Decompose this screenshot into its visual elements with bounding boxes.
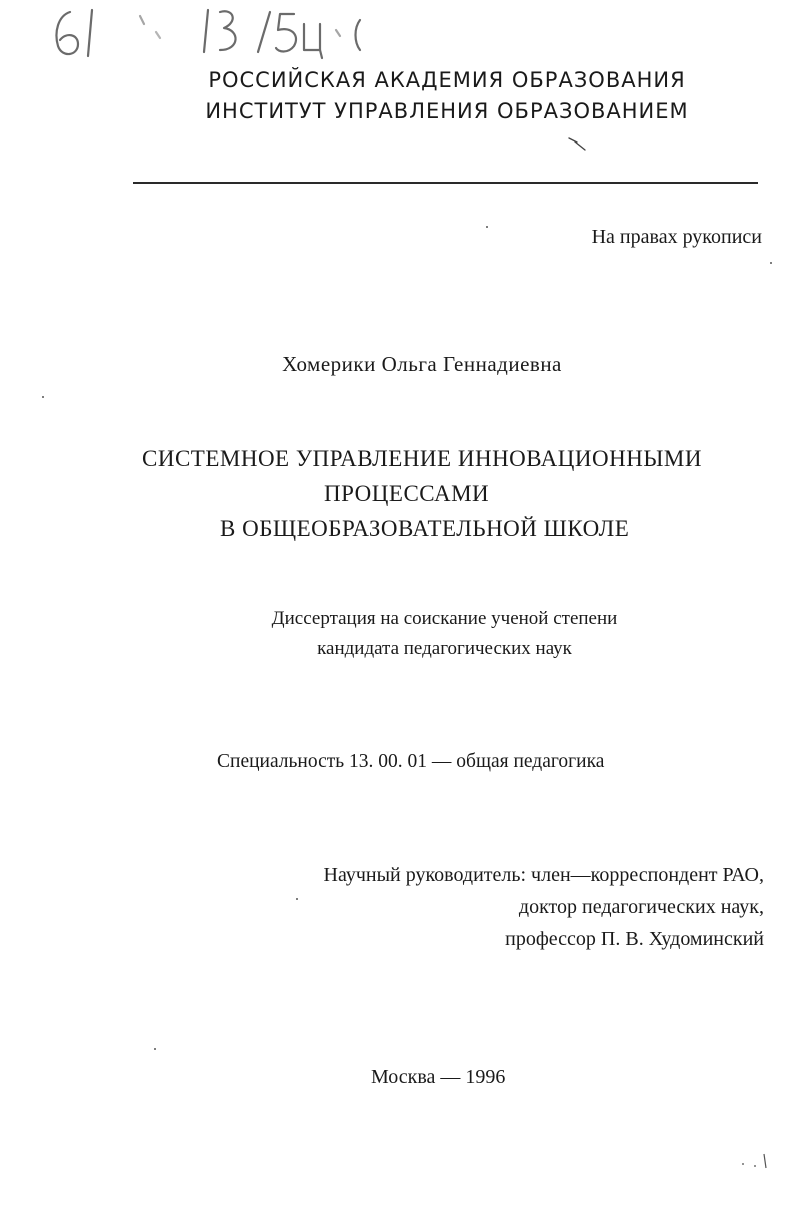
institution-name-line-1: РОССИЙСКАЯ АКАДЕМИЯ ОБРАЗОВАНИЯ [208,68,686,92]
advisor-line-2: доктор педагогических наук, [518,896,764,918]
advisor-line-1: Научный руководитель: член—корреспондент РАО, [323,864,764,886]
city-and-year: Москва — 1996 [371,1066,506,1088]
author-name: Хомерики Ольга Геннадиевна [282,352,562,376]
header-divider-rule [133,182,758,184]
scan-speck [42,396,44,398]
specialty-code: Специальность 13. 00. 01 — общая педагогика [217,751,605,772]
degree-description-line-1: Диссертация на соискание ученой степени [271,608,618,629]
pencil-tick-mark [567,132,589,154]
handwritten-archive-mark [48,2,378,66]
dissertation-title-line-1: СИСТЕМНОЕ УПРАВЛЕНИЕ ИННОВАЦИОННЫМИ [142,446,702,471]
scan-corner-mark [736,1150,770,1174]
dissertation-title-line-3: В ОБЩЕОБРАЗОВАТЕЛЬНОЙ ШКОЛЕ [220,516,630,541]
scan-speck [296,898,298,900]
advisor-line-3: профессор П. В. Худоминский [505,928,764,950]
scan-speck [770,262,772,264]
scan-speck [486,226,488,228]
institution-name-line-2: ИНСТИТУТ УПРАВЛЕНИЯ ОБРАЗОВАНИЕМ [205,99,689,123]
scan-speck [154,1048,156,1050]
manuscript-rights-note: На правах рукописи [591,226,762,248]
degree-description-line-2: кандидата педагогических наук [317,638,572,659]
dissertation-title-line-2: ПРОЦЕССАМИ [324,481,490,506]
